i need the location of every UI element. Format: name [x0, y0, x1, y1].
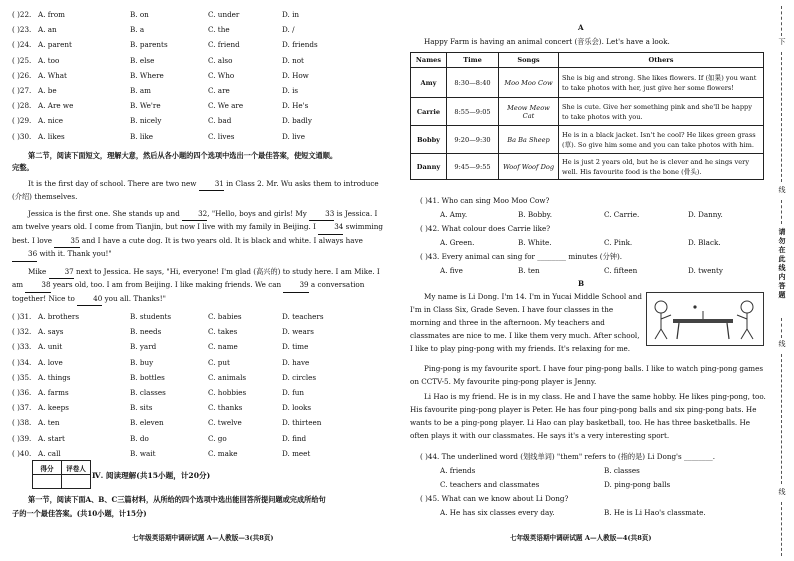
mc-question-row: [0, 116, 398, 126]
mc-option-c[interactable]: C. hobbies: [208, 388, 247, 397]
mc-option-b[interactable]: B. yard: [130, 342, 157, 352]
mc-option-c[interactable]: C. friend: [208, 40, 240, 50]
mc-option-a[interactable]: A. farms: [38, 388, 69, 397]
animal-name: Bobby: [411, 126, 447, 154]
option-0[interactable]: A. Green.: [440, 238, 475, 247]
mc-question-row: [0, 56, 398, 66]
mc-option-a[interactable]: A. call: [38, 448, 61, 458]
binding-strip: [770, 0, 794, 561]
mc-option-c[interactable]: C. We are: [208, 101, 244, 111]
option-0[interactable]: A. friends: [440, 466, 476, 475]
mc-question-row: [0, 449, 398, 459]
b-paragraph-1: My name is Li Dong. I'm 14. I'm in Yucai Middle School and I'm in Class Six, Grade Seven. I have four classes in the morning and three in the afternoon. My teachers and classmates are nice to me. I like them very much. After school, I like to play ping-pong with my friends. It's relaxing for me.: [410, 292, 642, 353]
others-info: He is just 2 years old, but he is clever and he sings very well. His favourite food is the bone (骨头).: [559, 154, 764, 180]
table-row: [411, 154, 764, 180]
table-header-3: Others: [559, 53, 764, 68]
mc-option-b[interactable]: B. buy: [130, 357, 154, 367]
table-header-0: Names: [411, 53, 447, 68]
option-1[interactable]: B. classes: [604, 466, 640, 475]
section-a-intro: Happy Farm is having an animal concert (音乐会). Let's have a look.: [424, 37, 670, 46]
mc-question-number[interactable]: ( )40.: [12, 448, 32, 458]
mc-question-row: [0, 434, 398, 444]
mc-question-row: [0, 132, 398, 142]
cut-line: [781, 318, 782, 338]
song-title: Meow Meow Cat: [499, 98, 559, 126]
table-header-1: Time: [447, 53, 499, 68]
song-title: Ba Ba Sheep: [499, 126, 559, 154]
mc-question-number[interactable]: ( )28.: [12, 101, 32, 111]
strip-warning: 请勿在此线内答题: [778, 228, 787, 300]
mc-question-row: [0, 25, 398, 35]
option-3[interactable]: D. Black.: [688, 238, 721, 247]
mc-question-row: [0, 373, 398, 383]
mc-option-b[interactable]: B. Where: [130, 70, 164, 80]
mc-question-number[interactable]: ( )35.: [12, 372, 32, 382]
part1-title: 第一节，阅读下面A、B、C三篇材料，从所给的四个选项中选出能回答所提问题或完成所给句: [28, 495, 326, 504]
section2-title: 第二节，阅读下面短文，理解大意，然后从各小题的四个选项中选出一个最佳答案，使短文通顺。: [28, 151, 338, 160]
mc-question-number[interactable]: ( )37.: [12, 403, 32, 413]
mc-question-number[interactable]: ( )30.: [12, 131, 32, 141]
option-0[interactable]: A. Amy.: [440, 210, 468, 219]
mc-option-b[interactable]: B. a: [130, 25, 145, 35]
grader-cell[interactable]: [62, 475, 91, 489]
mc-question-number[interactable]: ( )32.: [12, 327, 32, 337]
table-row: [411, 98, 764, 126]
mc-option-a[interactable]: A. from: [38, 10, 65, 19]
mc-option-a[interactable]: A. nice: [38, 116, 63, 126]
mc-option-d[interactable]: D. find: [282, 433, 307, 443]
mc-option-a[interactable]: A. be: [38, 86, 57, 95]
mc-option-c[interactable]: C. go: [208, 433, 227, 443]
mc-option-a[interactable]: A. ten: [38, 418, 60, 428]
mc-question-number[interactable]: ( )23.: [12, 25, 32, 35]
strip-text-5: 线: [778, 488, 786, 497]
b-paragraph-3: Li Hao is my friend. He is in my class. He and I have the same hobby. He likes ping-pong, too. His favourite ping-pong player is Peter. He has four ping-pong balls and six ping-pong bats. He wants to be a ping-pong player. Li Hao can play basketball, too. He has three basketballs. He often plays it with our classmates. He says it's a very interesting sport.: [410, 392, 766, 440]
animal-name: Danny: [411, 154, 447, 180]
cut-line: [781, 502, 782, 556]
cut-line: [781, 6, 782, 36]
mc-option-d[interactable]: D. live: [282, 131, 305, 141]
mc-option-b[interactable]: B. students: [130, 312, 172, 321]
option-3[interactable]: D. ping-pong balls: [604, 480, 671, 489]
mc-option-d[interactable]: D. teachers: [282, 312, 324, 321]
mc-option-d[interactable]: D. looks: [282, 403, 312, 413]
mc-option-c[interactable]: C. bad: [208, 116, 232, 126]
section4-title: Ⅳ. 阅读理解(共15小题，计20分): [92, 471, 211, 480]
mc-option-b[interactable]: B. on: [130, 10, 149, 19]
mc-question-number[interactable]: ( )24.: [12, 40, 32, 50]
mc-option-b[interactable]: B. parents: [130, 40, 168, 50]
part1-title-cont: 子的一个最佳答案。(共10小题，计15分): [12, 509, 147, 518]
option-1[interactable]: B. ten: [518, 266, 540, 275]
mc-option-c[interactable]: C. are: [208, 86, 230, 95]
mc-option-b[interactable]: B. nicely: [130, 116, 162, 126]
mc-option-d[interactable]: D. /: [282, 25, 295, 35]
question-q41[interactable]: ( )41. Who can sing Moo Moo Cow?: [420, 196, 550, 205]
mc-option-d[interactable]: D. How: [282, 70, 309, 80]
mc-option-d[interactable]: D. in: [282, 10, 300, 19]
table-header-2: Songs: [499, 53, 559, 68]
others-info: She is cute. Give her something pink and she'll be happy to take photos with you.: [559, 98, 764, 126]
option-2[interactable]: C. Pink.: [604, 238, 633, 247]
mc-option-d[interactable]: D. badly: [282, 116, 312, 126]
concert-time: 9:20—9:30: [447, 126, 499, 154]
concert-time: 9:45—9:55: [447, 154, 499, 180]
strip-text-1: 下: [778, 38, 786, 47]
mc-option-a[interactable]: A. start: [38, 433, 65, 443]
mc-question-row: [0, 71, 398, 81]
table-row: [411, 126, 764, 154]
mc-option-d[interactable]: D. is: [282, 86, 299, 95]
mc-option-a[interactable]: A. Are we: [38, 101, 74, 111]
section-b-label: B: [578, 279, 585, 288]
question-q45[interactable]: ( )45. What can we know about Li Dong?: [420, 494, 569, 503]
mc-option-c[interactable]: C. lives: [208, 131, 235, 141]
mc-option-b[interactable]: B. sits: [130, 403, 153, 413]
mc-question-number[interactable]: ( )29.: [12, 116, 32, 126]
option-0[interactable]: A. five: [440, 266, 463, 275]
mc-option-b[interactable]: B. am: [130, 86, 151, 95]
mc-option-a[interactable]: A. What: [38, 70, 67, 80]
mc-option-a[interactable]: A. things: [38, 372, 71, 382]
animal-name: Amy: [411, 68, 447, 98]
mc-question-row: [0, 10, 398, 20]
b-paragraph-2: Ping-pong is my favourite sport. I have four ping-pong balls. I like to watch ping-pong games on CCTV-5. My favourite ping-pong player is Jenny.: [410, 364, 764, 386]
option-2[interactable]: C. fifteen: [604, 266, 638, 275]
mc-option-a[interactable]: A. keeps: [38, 403, 69, 413]
mc-option-c[interactable]: C. put: [208, 357, 230, 367]
option-2[interactable]: C. Carrie.: [604, 210, 640, 219]
mc-option-d[interactable]: D. not: [282, 55, 304, 65]
others-info: She is big and strong. She likes flowers. If (如果) you want to take photos with her, just give her some flowers!: [559, 68, 764, 98]
right-footer: 七年级英语期中调研试题 A—人教版—4(共8页): [510, 534, 652, 542]
mc-option-a[interactable]: A. too: [38, 55, 60, 65]
mc-option-c[interactable]: C. animals: [208, 372, 247, 382]
mc-option-a[interactable]: A. likes: [38, 131, 65, 141]
strip-text-4: 线: [778, 340, 786, 349]
score-cell[interactable]: [33, 475, 62, 489]
option-3[interactable]: D. twenty: [688, 266, 723, 275]
question-q43[interactable]: ( )43. Every animal can sing for ________ minutes (分钟).: [420, 252, 623, 261]
mc-option-c[interactable]: C. thanks: [208, 403, 243, 413]
mc-question-row: [0, 358, 398, 368]
mc-question-number[interactable]: ( )38.: [12, 418, 32, 428]
mc-option-b[interactable]: B. eleven: [130, 418, 164, 428]
mc-question-row: [0, 327, 398, 337]
mc-question-row: [0, 342, 398, 352]
mc-option-a[interactable]: A. says: [38, 327, 64, 337]
mc-question-row: [0, 86, 398, 96]
mc-option-b[interactable]: B. bottles: [130, 372, 165, 382]
option-2[interactable]: C. teachers and classmates: [440, 480, 540, 489]
passage-paragraph-1: It is the first day of school. There are two new 31 in Class 2. Mr. Wu asks them to introduce (介绍) themselves.: [12, 179, 379, 202]
option-0[interactable]: A. He has six classes every day.: [440, 508, 555, 517]
mc-question-number[interactable]: ( )34.: [12, 357, 32, 367]
mc-option-d[interactable]: D. wears: [282, 327, 314, 337]
score-box: [32, 460, 91, 489]
section-a-label: A: [578, 23, 584, 32]
question-q44[interactable]: ( )44. The underlined word (划线单词) "them" refers to (指的是) Li Dong's ________.: [420, 452, 716, 461]
mc-option-c[interactable]: C. make: [208, 448, 238, 458]
mc-question-number[interactable]: ( )36.: [12, 388, 32, 397]
mc-option-a[interactable]: A. parent: [38, 40, 72, 50]
mc-option-d[interactable]: D. friends: [282, 40, 318, 50]
mc-option-d[interactable]: D. time: [282, 342, 309, 352]
mc-question-number[interactable]: ( )39.: [12, 433, 32, 443]
mc-option-c[interactable]: C. Who: [208, 70, 235, 80]
mc-question-row: [0, 403, 398, 413]
song-title: Moo Moo Cow: [499, 68, 559, 98]
mc-question-number[interactable]: ( )31.: [12, 312, 32, 321]
concert-time: 8:55—9:05: [447, 98, 499, 126]
mc-option-b[interactable]: B. classes: [130, 388, 166, 397]
strip-text-2: 线: [778, 186, 786, 195]
mc-question-row: [0, 418, 398, 428]
mc-option-d[interactable]: D. have: [282, 357, 310, 367]
score-label: 得分: [33, 461, 62, 475]
mc-option-c[interactable]: C. twelve: [208, 418, 242, 428]
mc-option-b[interactable]: B. like: [130, 131, 154, 141]
option-3[interactable]: D. Danny.: [688, 210, 723, 219]
mc-option-c[interactable]: C. under: [208, 10, 240, 19]
mc-question-number[interactable]: ( )33.: [12, 342, 32, 352]
mc-option-a[interactable]: A. love: [38, 357, 63, 367]
question-q42[interactable]: ( )42. What colour does Carrie like?: [420, 224, 551, 233]
mc-question-row: [0, 101, 398, 111]
ping-pong-illustration: [646, 292, 764, 346]
mc-option-c[interactable]: C. also: [208, 55, 233, 65]
mc-question-number[interactable]: ( )22.: [12, 10, 32, 19]
mc-option-d[interactable]: D. He's: [282, 101, 309, 111]
cut-line: [781, 52, 782, 182]
others-info: He is in a black jacket. Isn't he cool? He likes green grass (草). So give him some and you can take photos with him.: [559, 126, 764, 154]
mc-question-row: [0, 40, 398, 50]
mc-option-b[interactable]: B. else: [130, 55, 155, 65]
mc-option-c[interactable]: C. takes: [208, 327, 238, 337]
passage-paragraph-3: Mike 37 next to Jessica. He says, "Hi, everyone! I'm glad (高兴的) to study here. I am Mike. I am 38 years old, too. I am from Beijing. I like making friends. We can 39 a conversation together! Nice to 40 you all. Thanks!": [12, 266, 384, 306]
mc-question-row: [0, 388, 398, 398]
mc-question-row: [0, 312, 398, 322]
passage-paragraph-2: Jessica is the first one. She stands up and 32, "Hello, boys and girls! My 33 is Jessica. I am twelve years old. I come from Tianjin, but now I live with my family in Beijing. I 34 swimming best. I love 35 and I have a cute dog. It is two years old. It is black and white. I always have 36 with it. Thank you!": [12, 208, 384, 262]
right-page: [398, 0, 770, 561]
table-row: [411, 68, 764, 98]
mc-option-b[interactable]: B. wait: [130, 448, 156, 458]
mc-option-d[interactable]: D. meet: [282, 448, 311, 458]
option-1[interactable]: B. Bobby.: [518, 210, 553, 219]
mc-option-c[interactable]: C. name: [208, 342, 238, 352]
mc-option-d[interactable]: D. thirteen: [282, 418, 322, 428]
left-footer: 七年级英语期中调研试题 A—人教版—3(共8页): [132, 534, 274, 542]
cut-line: [781, 354, 782, 484]
mc-option-a[interactable]: A. an: [38, 25, 57, 35]
section2-title-cont: 完整。: [12, 163, 34, 172]
grader-label: 评卷人: [62, 461, 91, 475]
mc-option-c[interactable]: C. the: [208, 25, 230, 35]
mc-option-c[interactable]: C. babies: [208, 312, 242, 321]
concert-table: [410, 52, 764, 180]
animal-name: Carrie: [411, 98, 447, 126]
mc-option-d[interactable]: D. circles: [282, 372, 317, 382]
option-1[interactable]: B. White.: [518, 238, 552, 247]
mc-option-a[interactable]: A. unit: [38, 342, 63, 352]
concert-time: 8:30—8:40: [447, 68, 499, 98]
mc-option-b[interactable]: B. needs: [130, 327, 162, 337]
mc-option-b[interactable]: B. We're: [130, 101, 161, 111]
cut-line: [781, 200, 782, 224]
option-1[interactable]: B. He is Li Hao's classmate.: [604, 508, 706, 517]
mc-option-a[interactable]: A. brothers: [38, 312, 80, 321]
mc-question-number[interactable]: ( )25.: [12, 55, 32, 65]
song-title: Woof Woof Dog: [499, 154, 559, 180]
mc-question-number[interactable]: ( )26.: [12, 70, 32, 80]
mc-option-b[interactable]: B. do: [130, 433, 149, 443]
mc-option-d[interactable]: D. fun: [282, 388, 304, 397]
mc-question-number[interactable]: ( )27.: [12, 86, 32, 95]
